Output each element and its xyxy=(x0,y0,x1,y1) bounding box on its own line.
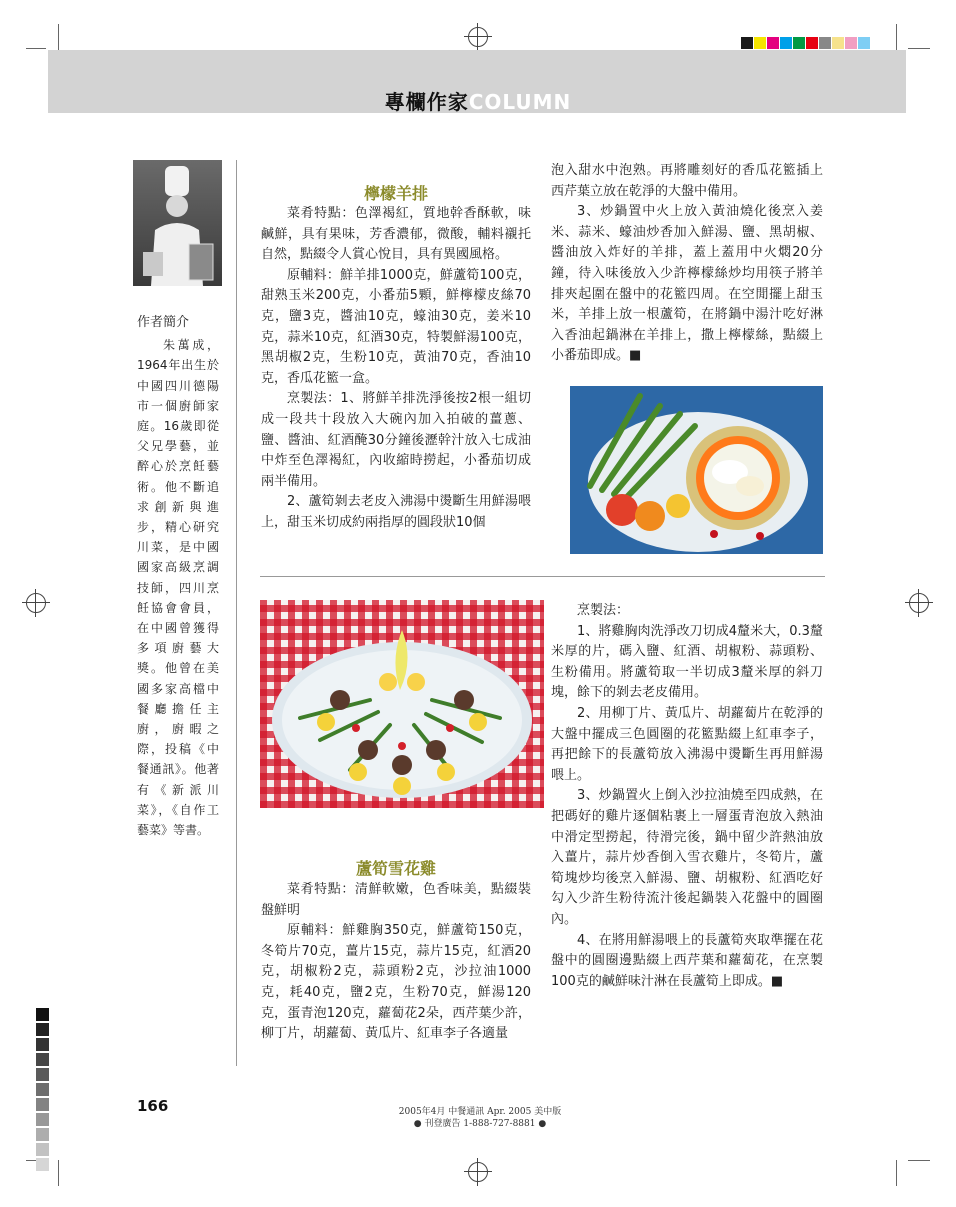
registration-mark xyxy=(468,1162,488,1182)
dish2-photo xyxy=(260,600,544,808)
dish2-text-col2 xyxy=(551,601,823,992)
dish1-text-col2 xyxy=(551,161,823,367)
color-swatch xyxy=(819,37,831,49)
color-swatch xyxy=(780,37,792,49)
author-photo xyxy=(133,160,222,286)
dish1-step2: 2、蘆筍剝去老皮入沸湯中燙斷生用鮮湯喂上，甜玉米切成約兩指厚的圓段狀10個 xyxy=(261,494,531,530)
footer-publication: 2005年4月 中餐通訊 Apr. 2005 美中版 xyxy=(398,1107,562,1117)
dish2-text-col1 xyxy=(261,880,531,1045)
crop-mark xyxy=(58,1160,59,1186)
dish1-method: 烹製法：1、將鮮羊排洗淨後按2根一組切成一段共十段放入大碗內加入拍破的薑蔥、鹽、醬油、紅酒醃30分鐘後瀝幹汁放入七成油中炸至色澤褐紅，內收縮時撈起，小番茄切成兩半備用。 xyxy=(261,391,531,489)
registration-mark xyxy=(909,593,929,613)
crop-mark xyxy=(908,1160,930,1161)
page-header-title xyxy=(0,86,956,115)
dish2-method-heading: 烹製法： xyxy=(577,603,630,618)
color-swatch xyxy=(858,37,870,49)
footer-advertising: ● 刊登廣告 1-888-727-8881 ● xyxy=(413,1119,547,1129)
dish1-title: 檸檬羊排 xyxy=(363,184,428,203)
dish1-features: 菜肴特點：色澤褐紅，質地幹香酥軟，味鹹鮮，具有果味，芳香濃郁，微酸，輔料襯托自然，點綴令人賞心悅目，具有異國風格。 xyxy=(261,206,531,263)
dish2-ingredients: 原輔料：鮮雞胸350克，鮮蘆筍150克，冬筍片70克，薑片15克，蒜片15克，紅酒20克，胡椒粉2克，蒜頭粉2克，沙拉油1000克，耗40克，鹽2克，生粉70克，鮮湯120克，蛋青泡120克，蘿蔔花2朵，西芹葉少許，柳丁片，胡蘿蔔、黃瓜片、紅車李子各適量 xyxy=(261,923,531,1042)
registration-mark xyxy=(468,27,488,47)
crop-mark xyxy=(896,1160,897,1186)
crop-mark xyxy=(896,24,897,50)
crop-mark xyxy=(908,48,930,49)
color-swatch xyxy=(767,37,779,49)
section-divider xyxy=(260,576,825,577)
color-swatch xyxy=(754,37,766,49)
author-heading: 作者簡介 xyxy=(137,315,190,330)
dish1-step3: 3、炒鍋置中火上放入黃油燒化後烹入姜米、蒜米、蠔油炒香加入鮮湯、鹽、黑胡椒、醬油放入炸好的羊排，蓋上蓋用中火燜20分鐘，待入味後放入少許檸檬絲炒均用筷子將羊排夾起圍在盤中的花籃四周。在空閒擺上甜玉米，羊排上放一根蘆筍，在將鍋中湯汁吃好淋入香油起鍋淋在羊排上，撒上檸檬絲，點綴上小番茄即成。■ xyxy=(551,204,823,364)
grayscale-bar xyxy=(36,1008,49,1173)
author-bio-text: 朱萬成，1964年出生於中國四川德陽市一個廚師家庭。16歲即從父兄學藝，並醉心於烹飪藝術。他不斷追求創新與進步，精心研究川菜，是中國國家高級烹調技師，四川烹飪協會會員，在中國曾獲得多項廚藝大獎。他曾在美國多家高檔中餐廳擔任主廚，廚暇之際，投稿《中餐通訊》。他著有《新派川菜》，《自作工藝菜》等書。 xyxy=(137,338,219,838)
author-bio xyxy=(137,313,219,840)
registration-mark xyxy=(26,593,46,613)
dish2-step2: 2、用柳丁片、黃瓜片、胡蘿蔔片在乾淨的大盤中擺成三色圓圈的花籃點綴上紅車李子，再把餘下的長蘆筍放入沸湯中燙斷生再用鮮湯喂上。 xyxy=(551,705,823,783)
color-swatch xyxy=(806,37,818,49)
dish2-features: 菜肴特點：清鮮軟嫩，色香味美，點綴裝盤鮮明 xyxy=(261,882,531,918)
color-swatch xyxy=(845,37,857,49)
dish1-step2-cont: 泡入甜水中泡熟。再將雕刻好的香瓜花籃插上西芹葉立放在乾淨的大盤中備用。 xyxy=(551,163,823,199)
column-divider xyxy=(236,160,237,1066)
color-swatch xyxy=(793,37,805,49)
dish1-ingredients: 原輔料：鮮羊排1000克，鮮蘆筍100克，甜熟玉米200克，小番茄5顆，鮮檸檬皮絲70克，鹽3克，醬油10克，蠔油30克，姜米10克，蒜米10克，紅酒30克，特製鮮湯100克，黑胡椒2克，生粉10克，黃油70克，香油10克，香瓜花籃一盒。 xyxy=(261,267,531,386)
color-swatch-bar xyxy=(741,37,871,49)
color-swatch xyxy=(741,37,753,49)
dish2-step3: 3、炒鍋置火上倒入沙拉油燒至四成熱，在把碼好的雞片逐個粘裹上一層蛋青泡放入熱油中滑定型撈起，待滑完後，鍋中留少許熱油放入薑片，蒜片炒香倒入雪衣雞片，冬筍片，蘆筍塊炒均後烹入鮮湯、鹽、胡椒粉、紅酒吃好勾入少許生粉待流汁後起鍋裝入花盤中的圓圈內。 xyxy=(551,788,823,927)
header-title-zh: 專欄作家 xyxy=(384,90,469,114)
dish1-text-col1 xyxy=(261,204,531,534)
crop-mark xyxy=(58,24,59,50)
color-swatch xyxy=(832,37,844,49)
page-number: 166 xyxy=(137,1097,169,1115)
dish2-step1: 1、將雞胸肉洗淨改刀切成4釐米大，0.3釐米厚的片，碼入鹽、紅酒、胡椒粉、蒜頭粉、生粉備用。將蘆筍取一半切成3釐米厚的斜刀塊，餘下的剝去老皮備用。 xyxy=(551,623,823,701)
header-title-en: COLUMN xyxy=(468,90,572,114)
crop-mark xyxy=(26,48,46,49)
dish2-step4: 4、在將用鮮湯喂上的長蘆筍夾取準擺在花盤中的圓圈邊點綴上西芹葉和蘿蔔花，在烹製100克的鹹鮮味汁淋在長蘆筍上即成。■ xyxy=(551,932,823,989)
dish1-photo xyxy=(570,386,823,554)
dish2-title: 蘆筍雪花雞 xyxy=(355,859,436,878)
